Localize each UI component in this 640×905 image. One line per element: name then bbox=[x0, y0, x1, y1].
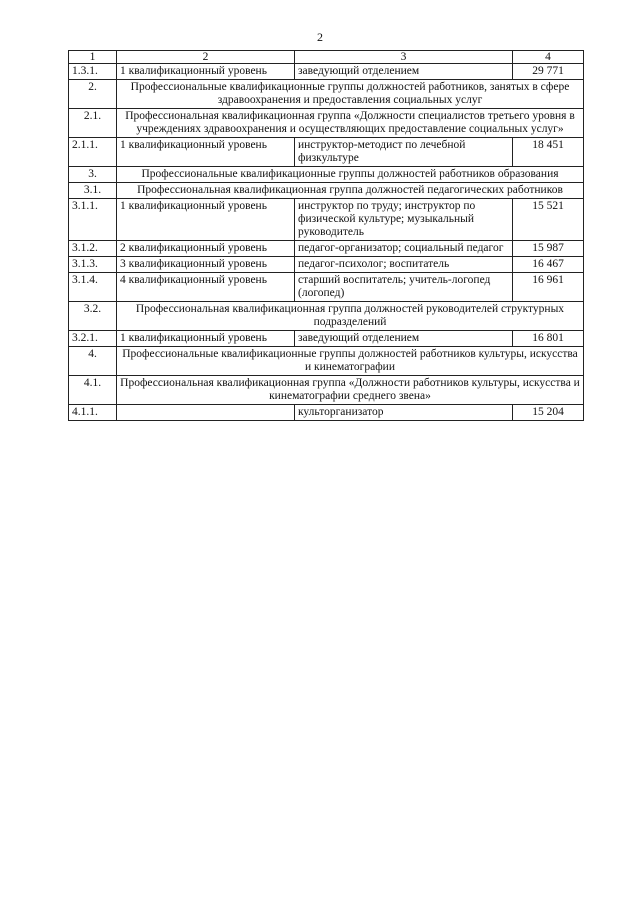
row-number: 2.1.1. bbox=[69, 138, 117, 167]
group-row bbox=[69, 183, 584, 199]
group-title: Профессиональная квалификационная группа «Должности работников культуры, искусства и кинематографии среднего звена» bbox=[117, 376, 584, 405]
row-number: 4.1. bbox=[69, 376, 117, 405]
salary-cell: 16 801 bbox=[513, 331, 584, 347]
group-row bbox=[69, 302, 584, 331]
salary-cell: 18 451 bbox=[513, 138, 584, 167]
page-number: 2 bbox=[317, 30, 323, 44]
table-row bbox=[69, 138, 584, 167]
row-number: 3.1.4. bbox=[69, 273, 117, 302]
positions-cell: педагог-психолог; воспитатель bbox=[295, 257, 513, 273]
table-row bbox=[69, 405, 584, 421]
row-number: 3.1.2. bbox=[69, 241, 117, 257]
row-number: 3.1. bbox=[69, 183, 117, 199]
row-number: 2.1. bbox=[69, 109, 117, 138]
row-number: 3.2.1. bbox=[69, 331, 117, 347]
group-title: Профессиональная квалификационная группа должностей руководителей структурных подразделений bbox=[117, 302, 584, 331]
group-row bbox=[69, 167, 584, 183]
group-row bbox=[69, 109, 584, 138]
qualification-level: 2 квалификационный уровень bbox=[117, 241, 295, 257]
qualification-level: 4 квалификационный уровень bbox=[117, 273, 295, 302]
salary-table-body bbox=[69, 51, 584, 421]
qualification-level: 1 квалификационный уровень bbox=[117, 64, 295, 80]
table-row bbox=[69, 64, 584, 80]
header-cell-1: 1 bbox=[69, 51, 117, 64]
row-number: 2. bbox=[69, 80, 117, 109]
group-title: Профессиональные квалификационные группы должностей работников культуры, искусства и кинематографии bbox=[117, 347, 584, 376]
positions-cell: инструктор по труду; инструктор по физической культуре; музыкальный руководитель bbox=[295, 199, 513, 241]
positions-cell: заведующий отделением bbox=[295, 64, 513, 80]
qualification-level: 1 квалификационный уровень bbox=[117, 138, 295, 167]
qualification-level: 1 квалификационный уровень bbox=[117, 199, 295, 241]
salary-cell: 15 204 bbox=[513, 405, 584, 421]
group-title: Профессиональные квалификационные группы должностей работников образования bbox=[117, 167, 584, 183]
group-title: Профессиональная квалификационная группа должностей педагогических работников bbox=[117, 183, 584, 199]
salary-table bbox=[68, 50, 584, 421]
header-cell-4: 4 bbox=[513, 51, 584, 64]
table-row bbox=[69, 199, 584, 241]
qualification-level bbox=[117, 405, 295, 421]
salary-cell: 29 771 bbox=[513, 64, 584, 80]
salary-cell: 15 521 bbox=[513, 199, 584, 241]
group-row bbox=[69, 80, 584, 109]
positions-cell: культорганизатор bbox=[295, 405, 513, 421]
positions-cell: инструктор-методист по лечебной физкультуре bbox=[295, 138, 513, 167]
group-title: Профессиональная квалификационная группа «Должности специалистов третьего уровня в учреждениях здравоохранения и осуществляющих предоставление социальных услуг» bbox=[117, 109, 584, 138]
group-title: Профессиональные квалификационные группы должностей работников, занятых в сфере здравоохранения и предоставления социальных услуг bbox=[117, 80, 584, 109]
table-row bbox=[69, 241, 584, 257]
salary-cell: 16 467 bbox=[513, 257, 584, 273]
row-number: 3. bbox=[69, 167, 117, 183]
qualification-level: 1 квалификационный уровень bbox=[117, 331, 295, 347]
positions-cell: педагог-организатор; социальный педагог bbox=[295, 241, 513, 257]
table-row bbox=[69, 331, 584, 347]
row-number: 1.3.1. bbox=[69, 64, 117, 80]
table-row bbox=[69, 273, 584, 302]
salary-cell: 15 987 bbox=[513, 241, 584, 257]
row-number: 4.1.1. bbox=[69, 405, 117, 421]
qualification-level: 3 квалификационный уровень bbox=[117, 257, 295, 273]
group-row bbox=[69, 347, 584, 376]
positions-cell: старший воспитатель; учитель-логопед (логопед) bbox=[295, 273, 513, 302]
table-row bbox=[69, 257, 584, 273]
row-number: 3.1.1. bbox=[69, 199, 117, 241]
header-cell-2: 2 bbox=[117, 51, 295, 64]
row-number: 3.1.3. bbox=[69, 257, 117, 273]
positions-cell: заведующий отделением bbox=[295, 331, 513, 347]
group-row bbox=[69, 376, 584, 405]
salary-cell: 16 961 bbox=[513, 273, 584, 302]
header-cell-3: 3 bbox=[295, 51, 513, 64]
table-header-row bbox=[69, 51, 584, 64]
row-number: 4. bbox=[69, 347, 117, 376]
row-number: 3.2. bbox=[69, 302, 117, 331]
